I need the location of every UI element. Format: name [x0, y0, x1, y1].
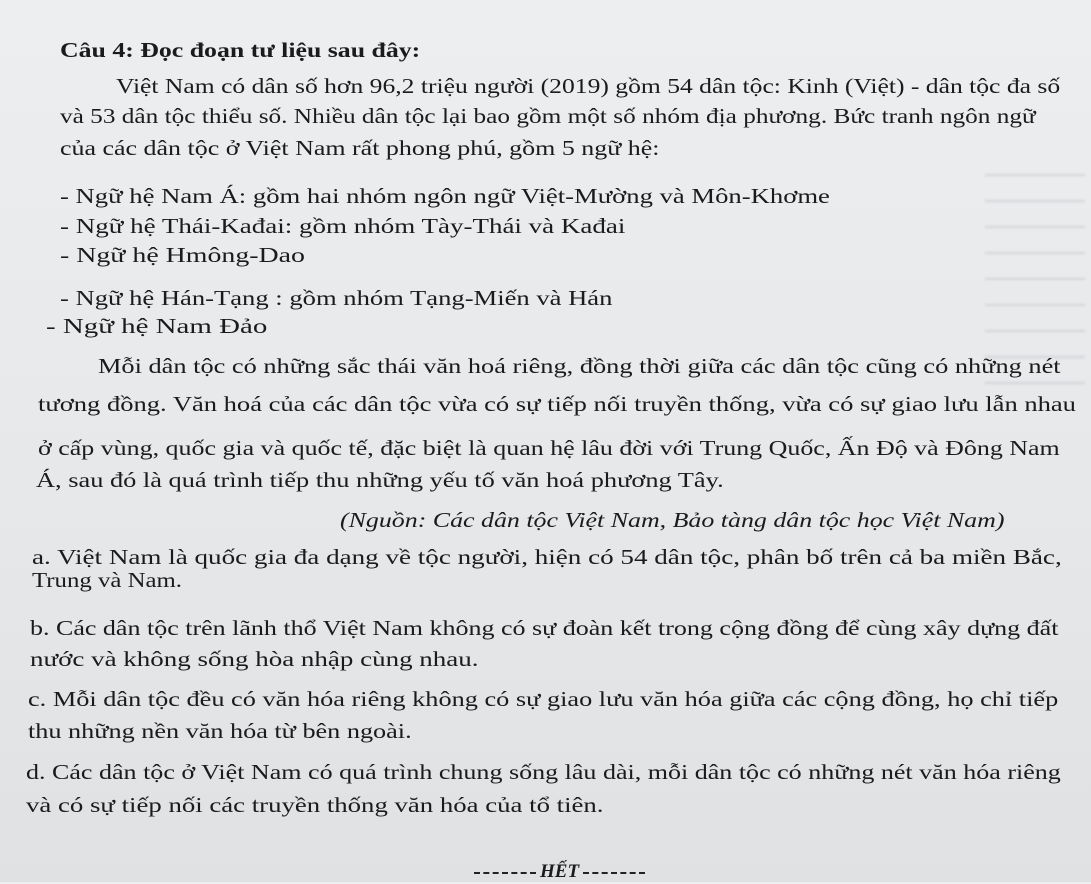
language-family-item: - Ngữ hệ Thái-Kađai: gồm nhóm Tày-Thái và Kađai: [60, 214, 626, 238]
end-mark: [470, 860, 649, 884]
paragraph1-line: và 53 dân tộc thiểu số. Nhiều dân tộc lại bao gồm một số nhóm địa phương. Bức tranh ngôn ngữ: [60, 104, 1036, 128]
statement-d: d. Các dân tộc ở Việt Nam có quá trình chung sống lâu dài, mỗi dân tộc có những nét văn hóa riêng: [26, 760, 1061, 784]
language-family-item: - Ngữ hệ Nam Đảo: [46, 314, 268, 338]
paragraph1-line: Việt Nam có dân số hơn 96,2 triệu người (2019) gồm 54 dân tộc: Kinh (Việt) - dân tộc đa số: [116, 74, 1061, 98]
paragraph2-line: ở cấp vùng, quốc gia và quốc tế, đặc biệt là quan hệ lâu đời với Trung Quốc, Ấn Độ và Đông Nam: [38, 436, 1060, 460]
language-family-item: - Ngữ hệ Hán-Tạng : gồm nhóm Tạng-Miến và Hán: [60, 286, 613, 310]
statement-c: c. Mỗi dân tộc đều có văn hóa riêng không có sự giao lưu văn hóa giữa các cộng đồng, họ chỉ tiếp: [28, 687, 1059, 711]
statement-b: nước và không sống hòa nhập cùng nhau.: [30, 647, 479, 671]
paragraph2-line: Mỗi dân tộc có những sắc thái văn hoá riêng, đồng thời giữa các dân tộc cũng có những nét: [98, 354, 1061, 378]
statement-b: b. Các dân tộc trên lãnh thổ Việt Nam không có sự đoàn kết trong cộng đồng để cùng xây dựng đất: [30, 616, 1059, 640]
statement-d: và có sự tiếp nối các truyền thống văn hóa của tổ tiên.: [26, 793, 604, 817]
paragraph2-line: tương đồng. Văn hoá của các dân tộc vừa có sự tiếp nối truyền thống, vừa có sự giao lưu lẫn nhau: [38, 392, 1076, 416]
statement-a: a. Việt Nam là quốc gia đa dạng về tộc người, hiện có 54 dân tộc, phân bố trên cả ba miền Bắc,: [32, 545, 1062, 569]
end-mark-label: HẾT: [540, 861, 580, 882]
paragraph2-line: Á, sau đó là quá trình tiếp thu những yếu tố văn hoá phương Tây.: [36, 468, 724, 492]
language-family-item: - Ngữ hệ Nam Á: gồm hai nhóm ngôn ngữ Việt-Mường và Môn-Khơme: [60, 184, 830, 208]
statement-a: Trung và Nam.: [32, 568, 182, 592]
language-family-item: - Ngữ hệ Hmông-Dao: [60, 243, 305, 267]
end-dash-left: [474, 872, 536, 874]
paragraph1-line: của các dân tộc ở Việt Nam rất phong phú, gồm 5 ngữ hệ:: [60, 136, 660, 160]
question-heading: Câu 4: Đọc đoạn tư liệu sau đây:: [60, 38, 421, 62]
statement-c: thu những nền văn hóa từ bên ngoài.: [28, 719, 412, 743]
source-citation: (Nguồn: Các dân tộc Việt Nam, Bảo tàng dân tộc học Việt Nam): [340, 508, 1005, 532]
end-dash-right: [583, 872, 645, 874]
